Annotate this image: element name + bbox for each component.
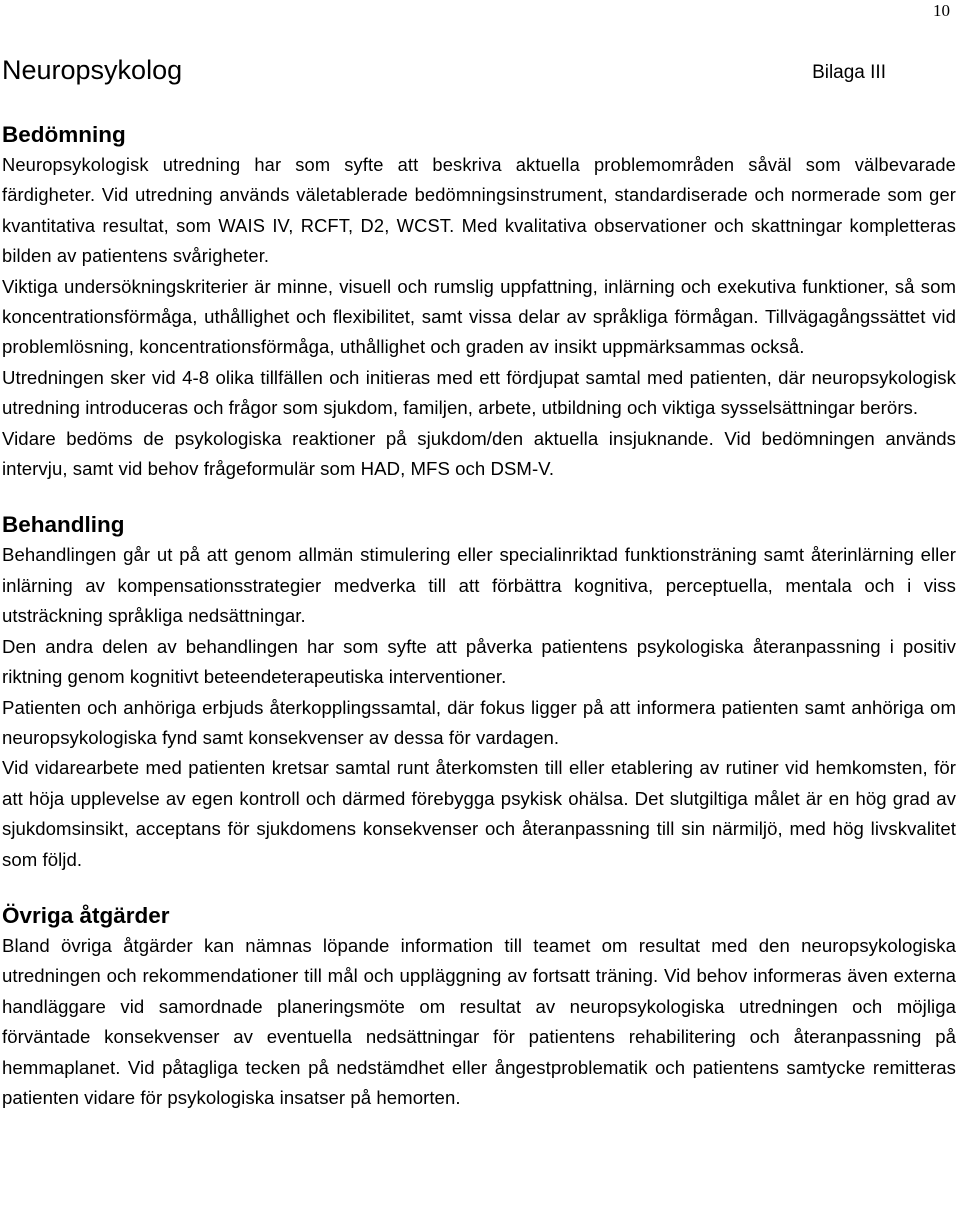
document-header: [2, 52, 886, 92]
section-behandling: [2, 509, 956, 874]
document-body: [2, 119, 956, 1113]
paragraph: Utredningen sker vid 4-8 olika tillfällen och initieras med ett fördjupat samtal med patienten, där neuropsykologisk utredning introduceras och frågor som sjukdom, familjen, arbete, utbildning och viktiga sysselsättningar berörs.: [2, 366, 956, 419]
paragraph: Viktiga undersökningskriterier är minne, visuell och rumslig uppfattning, inlärning och exekutiva funktioner, så som koncentrationsförmåga, uthållighet och flexibilitet, samt vissa delar av språkliga förmågan. Tillvägagångssättet vid problemlösning, koncentrationsförmåga, uthållighet och graden av insikt uppmärksammas också.: [2, 275, 956, 358]
document-title: Neuropsykolog: [2, 55, 183, 85]
section-heading: Bedömning: [2, 122, 126, 147]
appendix-label: Bilaga III: [812, 62, 886, 83]
paragraph: Neuropsykologisk utredning har som syfte att beskriva aktuella problemområden såväl som välbevarade färdigheter. Vid utredning används väletablerade bedömningsinstrument, standardiserade och normerade som ger kvantitativa resultat, som WAIS IV, RCFT, D2, WCST. Med kvalitativa observationer och skattningar kompletteras bilden av patientens svårigheter.: [2, 154, 956, 267]
paragraph: Vidare bedöms de psykologiska reaktioner på sjukdom/den aktuella insjuknande. Vid bedömningen används intervju, samt vid behov frågeformulär som HAD, MFS och DSM-V.: [2, 427, 956, 480]
page-number: 10: [933, 1, 950, 20]
paragraph: Behandlingen går ut på att genom allmän stimulering eller specialinriktad funktionsträning samt återinlärning eller inlärning av kompensationsstrategier medverka till att förbättra kognitiva, perceptuella, mentala och i viss utsträckning språkliga nedsättningar.: [2, 544, 956, 627]
paragraph: Patienten och anhöriga erbjuds återkopplingssamtal, där fokus ligger på att informera patienten samt anhöriga om neuropsykologiska fynd samt konsekvenser av dessa för vardagen.: [2, 696, 956, 748]
paragraph: Den andra delen av behandlingen har som syfte att påverka patientens psykologiska återanpassning i positiv riktning genom kognitivt beteendeterapeutiska interventioner.: [2, 635, 956, 688]
paragraph: Vid vidarearbete med patienten kretsar samtal runt återkomsten till eller etablering av rutiner vid hemkomsten, för att höja upplevelse av egen kontroll och därmed förebygga psykisk ohälsa. Det slutgiltiga målet är en hög grad av sjukdomsinsikt, acceptans för sjukdomens konsekvenser och återanpassning till sin närmiljö, med hög livskvalitet som följd.: [2, 757, 956, 870]
paragraph: Bland övriga åtgärder kan nämnas löpande information till teamet om resultat med den neuropsykologiska utredningen och rekommendationer till mål och uppläggning av fortsatt träning. Vid behov informeras även externa handläggare vid samordnade planeringsmöte om resultat av neuropsykologiska utredningen och möjliga förväntade konsekvenser av eventuella nedsättningar för patientens rehabilitering och återanpassning på hemmaplanet. Vid påtagliga tecken på nedstämdhet eller ångestproblematik och patientens samtycke remitteras patienten vidare för psykologiska insatser på hemorten.: [2, 934, 956, 1108]
section-heading: Behandling: [2, 512, 125, 538]
section-bedomning: [2, 119, 956, 484]
section-heading: Övriga åtgärder: [2, 902, 170, 928]
section-ovriga-atgarder: [2, 900, 956, 1113]
